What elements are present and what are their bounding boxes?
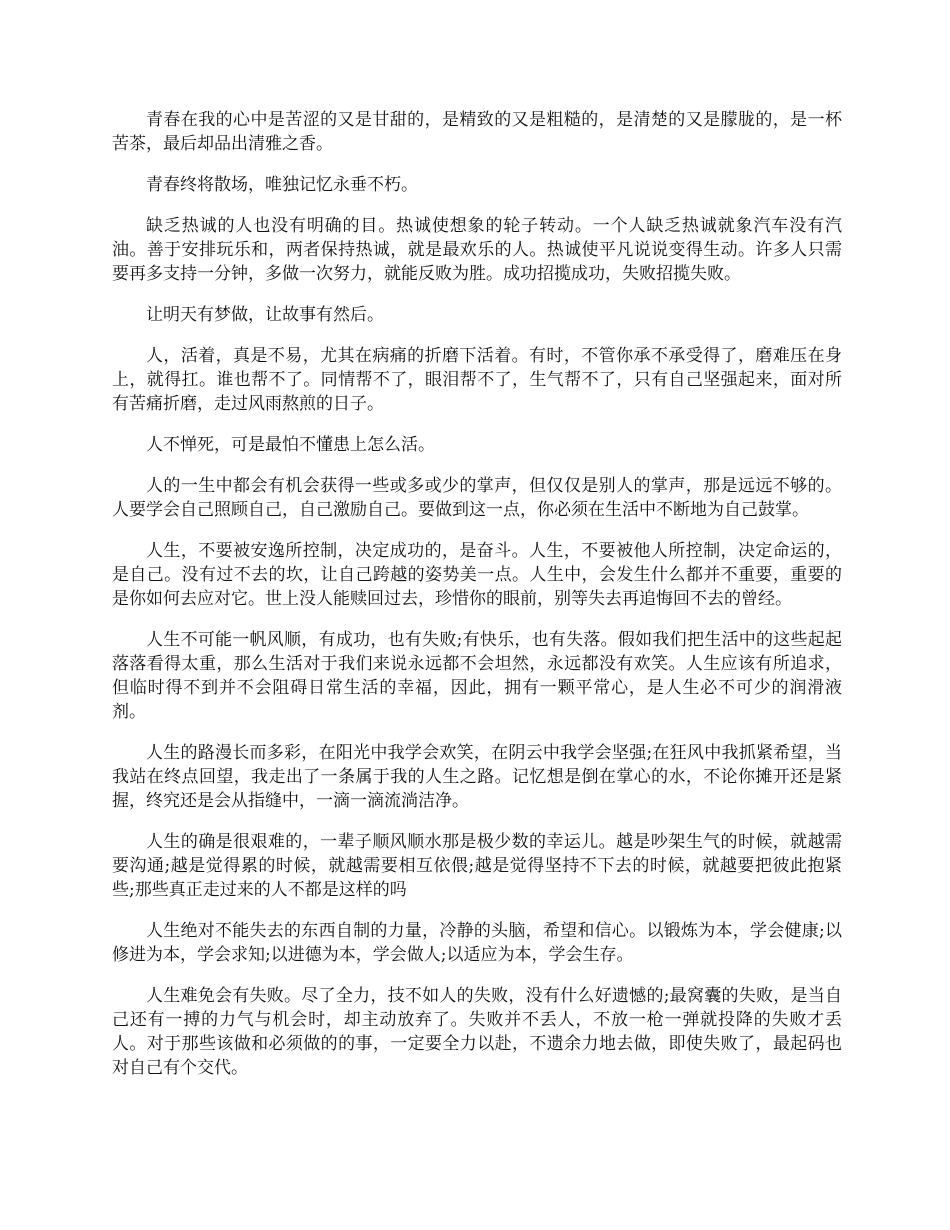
paragraph-11: 人生的确是很艰难的，一辈子顺风顺水那是极少数的幸运儿。越是吵架生气的时候，就越需要沟通;越是觉得累的时候，就越需要相互依偎;越是觉得坚持不下去的时候，就越要把彼此抱紧些;那些真正走过来的人不都是这样的吗: [112, 832, 842, 900]
paragraph-2: 青春终将散场，唯独记忆永垂不朽。: [146, 175, 418, 195]
paragraph-12: 人生绝对不能失去的东西自制的力量，冷静的头脑，希望和信心。以锻炼为本，学会健康;以修进为本，学会求知;以进德为本，学会做人;以适应为本，学会生存。: [112, 921, 842, 965]
paragraph-3: 缺乏热诚的人也没有明确的目。热诚使想象的轮子转动。一个人缺乏热诚就象汽车没有汽油。善于安排玩乐和，两者保持热诚，就是最欢乐的人。热诚使平凡说说变得生动。许多人只需要再多支持一分钟，多做一次努力，就能反败为胜。成功招揽成功，失败招揽失败。: [112, 216, 842, 284]
paragraph-6: 人不惮死，可是最怕不懂患上怎么活。: [146, 435, 435, 455]
document-body: [112, 108, 842, 1097]
paragraph-13: 人生难免会有失败。尽了全力，技不如人的失败，没有什么好遗憾的;最窝囊的失败，是当自己还有一搏的力气与机会时，却主动放弃了。失败并不丢人，不放一枪一弹就投降的失败才丢人。对于那些该做和必须做的的事，一定要全力以赴，不遗余力地去做，即使失败了，最起码也对自己有个交代。: [112, 986, 842, 1078]
paragraph-4: 让明天有梦做，让故事有然后。: [146, 305, 384, 325]
paragraph-10: 人生的路漫长而多彩，在阳光中我学会欢笑，在阴云中我学会坚强;在狂风中我抓紧希望，当我站在终点回望，我走出了一条属于我的人生之路。记忆想是倒在掌心的水，不论你摊开还是紧握，终究还是会从指缝中，一滴一滴流淌洁净。: [112, 743, 842, 811]
paragraph-8: 人生，不要被安逸所控制，决定成功的，是奋斗。人生，不要被他人所控制，决定命运的，是自己。没有过不去的坎，让自己跨越的姿势美一点。人生中，会发生什么都并不重要，重要的是你如何去应对它。世上没人能赎回过去，珍惜你的眼前，别等失去再追悔回不去的曾经。: [112, 541, 842, 609]
paragraph-7: 人的一生中都会有机会获得一些或多或少的掌声，但仅仅是别人的掌声，那是远远不够的。人要学会自己照顾自己，自己激励自己。要做到这一点，你必须在生活中不断地为自己鼓掌。: [112, 476, 842, 520]
paragraph-1: 青春在我的心中是苦涩的又是甘甜的，是精致的又是粗糙的，是清楚的又是朦胧的，是一杯苦茶，最后却品出清雅之香。: [112, 110, 842, 154]
paragraph-9: 人生不可能一帆风顺，有成功，也有失败;有快乐，也有失落。假如我们把生活中的这些起起落落看得太重，那么生活对于我们来说永远都不会坦然，永远都没有欢笑。人生应该有所追求，但临时得不到并不会阻碍日常生活的幸福，因此，拥有一颗平常心，是人生必不可少的润滑液剂。: [112, 630, 842, 722]
paragraph-5: 人，活着，真是不易，尤其在病痛的折磨下活着。有时，不管你承不承受得了，磨难压在身上，就得扛。谁也帮不了。同情帮不了，眼泪帮不了，生气帮不了，只有自己坚强起来，面对所有苦痛折磨，走过风雨熬煎的日子。: [112, 346, 842, 414]
